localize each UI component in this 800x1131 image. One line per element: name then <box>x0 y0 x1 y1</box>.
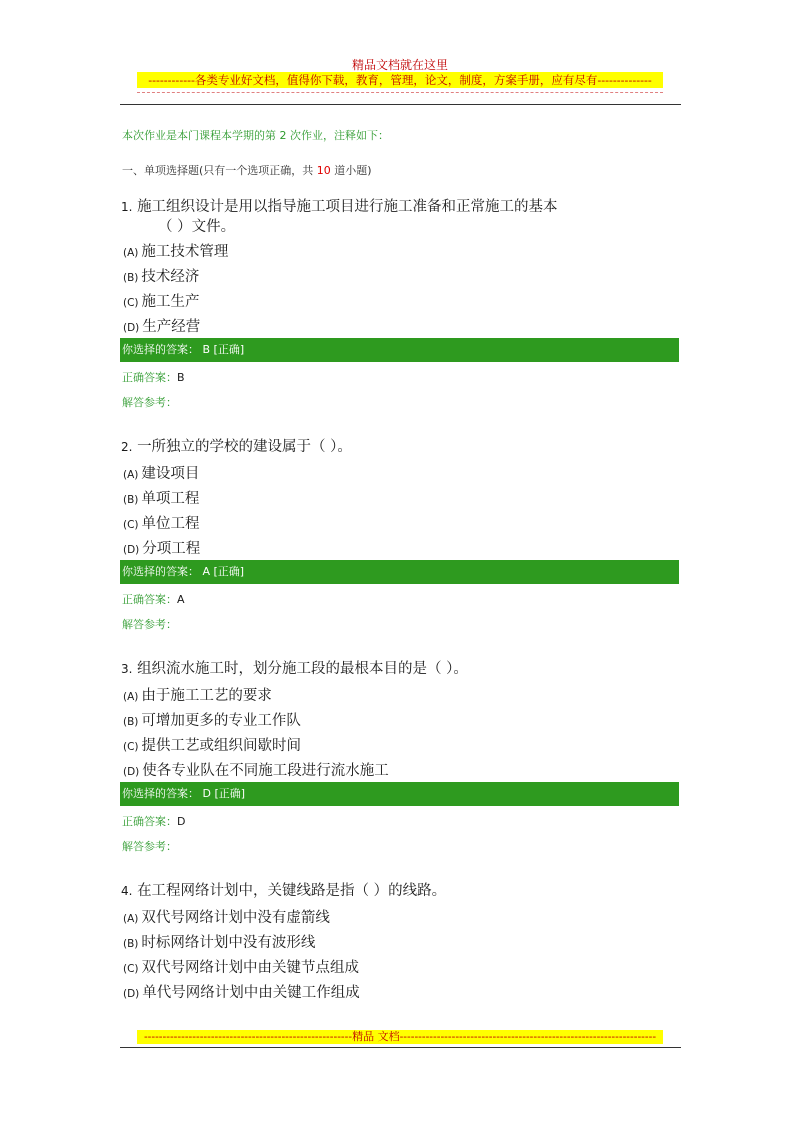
question-text: 3. 组织流水施工时，划分施工段的最根本目的是（ ）。 <box>121 661 468 677</box>
correct-answer: 正确答案：B <box>122 371 185 384</box>
header-rule <box>120 104 681 105</box>
option-a[interactable]: (A) 由于施工工艺的要求 <box>123 688 272 704</box>
option-c[interactable]: (C) 单位工程 <box>123 516 200 532</box>
footer-banner: --------------------------------------------------------精品 文档--------------------------------------------------------------------- <box>137 1030 663 1044</box>
answer-reference: 解答参考： <box>122 840 177 853</box>
assignment-count: 2 <box>279 129 287 142</box>
correct-answer: 正确答案：D <box>122 815 186 828</box>
answer-reference: 解答参考： <box>122 618 177 631</box>
option-d[interactable]: (D) 使各专业队在不同施工段进行流水施工 <box>123 763 389 779</box>
option-b[interactable]: (B) 时标网络计划中没有波形线 <box>123 935 316 951</box>
header-title: 精品文档就在这里 <box>351 58 448 72</box>
option-a[interactable]: (A) 建设项目 <box>123 466 200 482</box>
option-b[interactable]: (B) 可增加更多的专业工作队 <box>123 713 301 729</box>
option-a[interactable]: (A) 施工技术管理 <box>123 244 229 260</box>
question-text: 4. 在工程网络计划中，关键线路是指（ ）的线路。 <box>121 883 447 899</box>
option-d[interactable]: (D) 分项工程 <box>123 541 201 557</box>
your-answer-bar: 你选择的答案： D [正确] <box>120 782 679 806</box>
your-answer-bar: 你选择的答案： A [正确] <box>120 560 679 584</box>
option-d[interactable]: (D) 单代号网络计划中由关键工作组成 <box>123 985 360 1001</box>
option-a[interactable]: (A) 双代号网络计划中没有虚箭线 <box>123 910 330 926</box>
header-dotted-line <box>137 92 663 93</box>
answer-reference: 解答参考： <box>122 396 177 409</box>
option-b[interactable]: (B) 技术经济 <box>123 269 200 285</box>
question-count: 10 <box>316 164 331 177</box>
question-text: 1. 施工组织设计是用以指导施工项目进行施工准备和正常施工的基本 <box>121 199 558 215</box>
footer-rule <box>120 1047 681 1048</box>
option-c[interactable]: (C) 提供工艺或组织间歇时间 <box>123 738 302 754</box>
question-text: 2. 一所独立的学校的建设属于（ ）。 <box>121 439 352 455</box>
option-b[interactable]: (B) 单项工程 <box>123 491 200 507</box>
option-c[interactable]: (C) 施工生产 <box>123 294 200 310</box>
question-text-line2: （ ）文件。 <box>158 219 236 235</box>
header-banner: ------------各类专业好文档，值得你下载，教育，管理，论文，制度，方案手册，应有尽有-------------- <box>137 72 663 88</box>
option-d[interactable]: (D) 生产经营 <box>123 319 201 335</box>
option-c[interactable]: (C) 双代号网络计划中由关键节点组成 <box>123 960 360 976</box>
assignment-intro: 本次作业是本门课程本学期的第 2 次作业，注释如下： <box>122 129 389 142</box>
correct-answer: 正确答案：A <box>122 593 185 606</box>
your-answer-bar: 你选择的答案： B [正确] <box>120 338 679 362</box>
section-heading: 一、单项选择题(只有一个选项正确，共 10 道小题) <box>122 164 372 177</box>
